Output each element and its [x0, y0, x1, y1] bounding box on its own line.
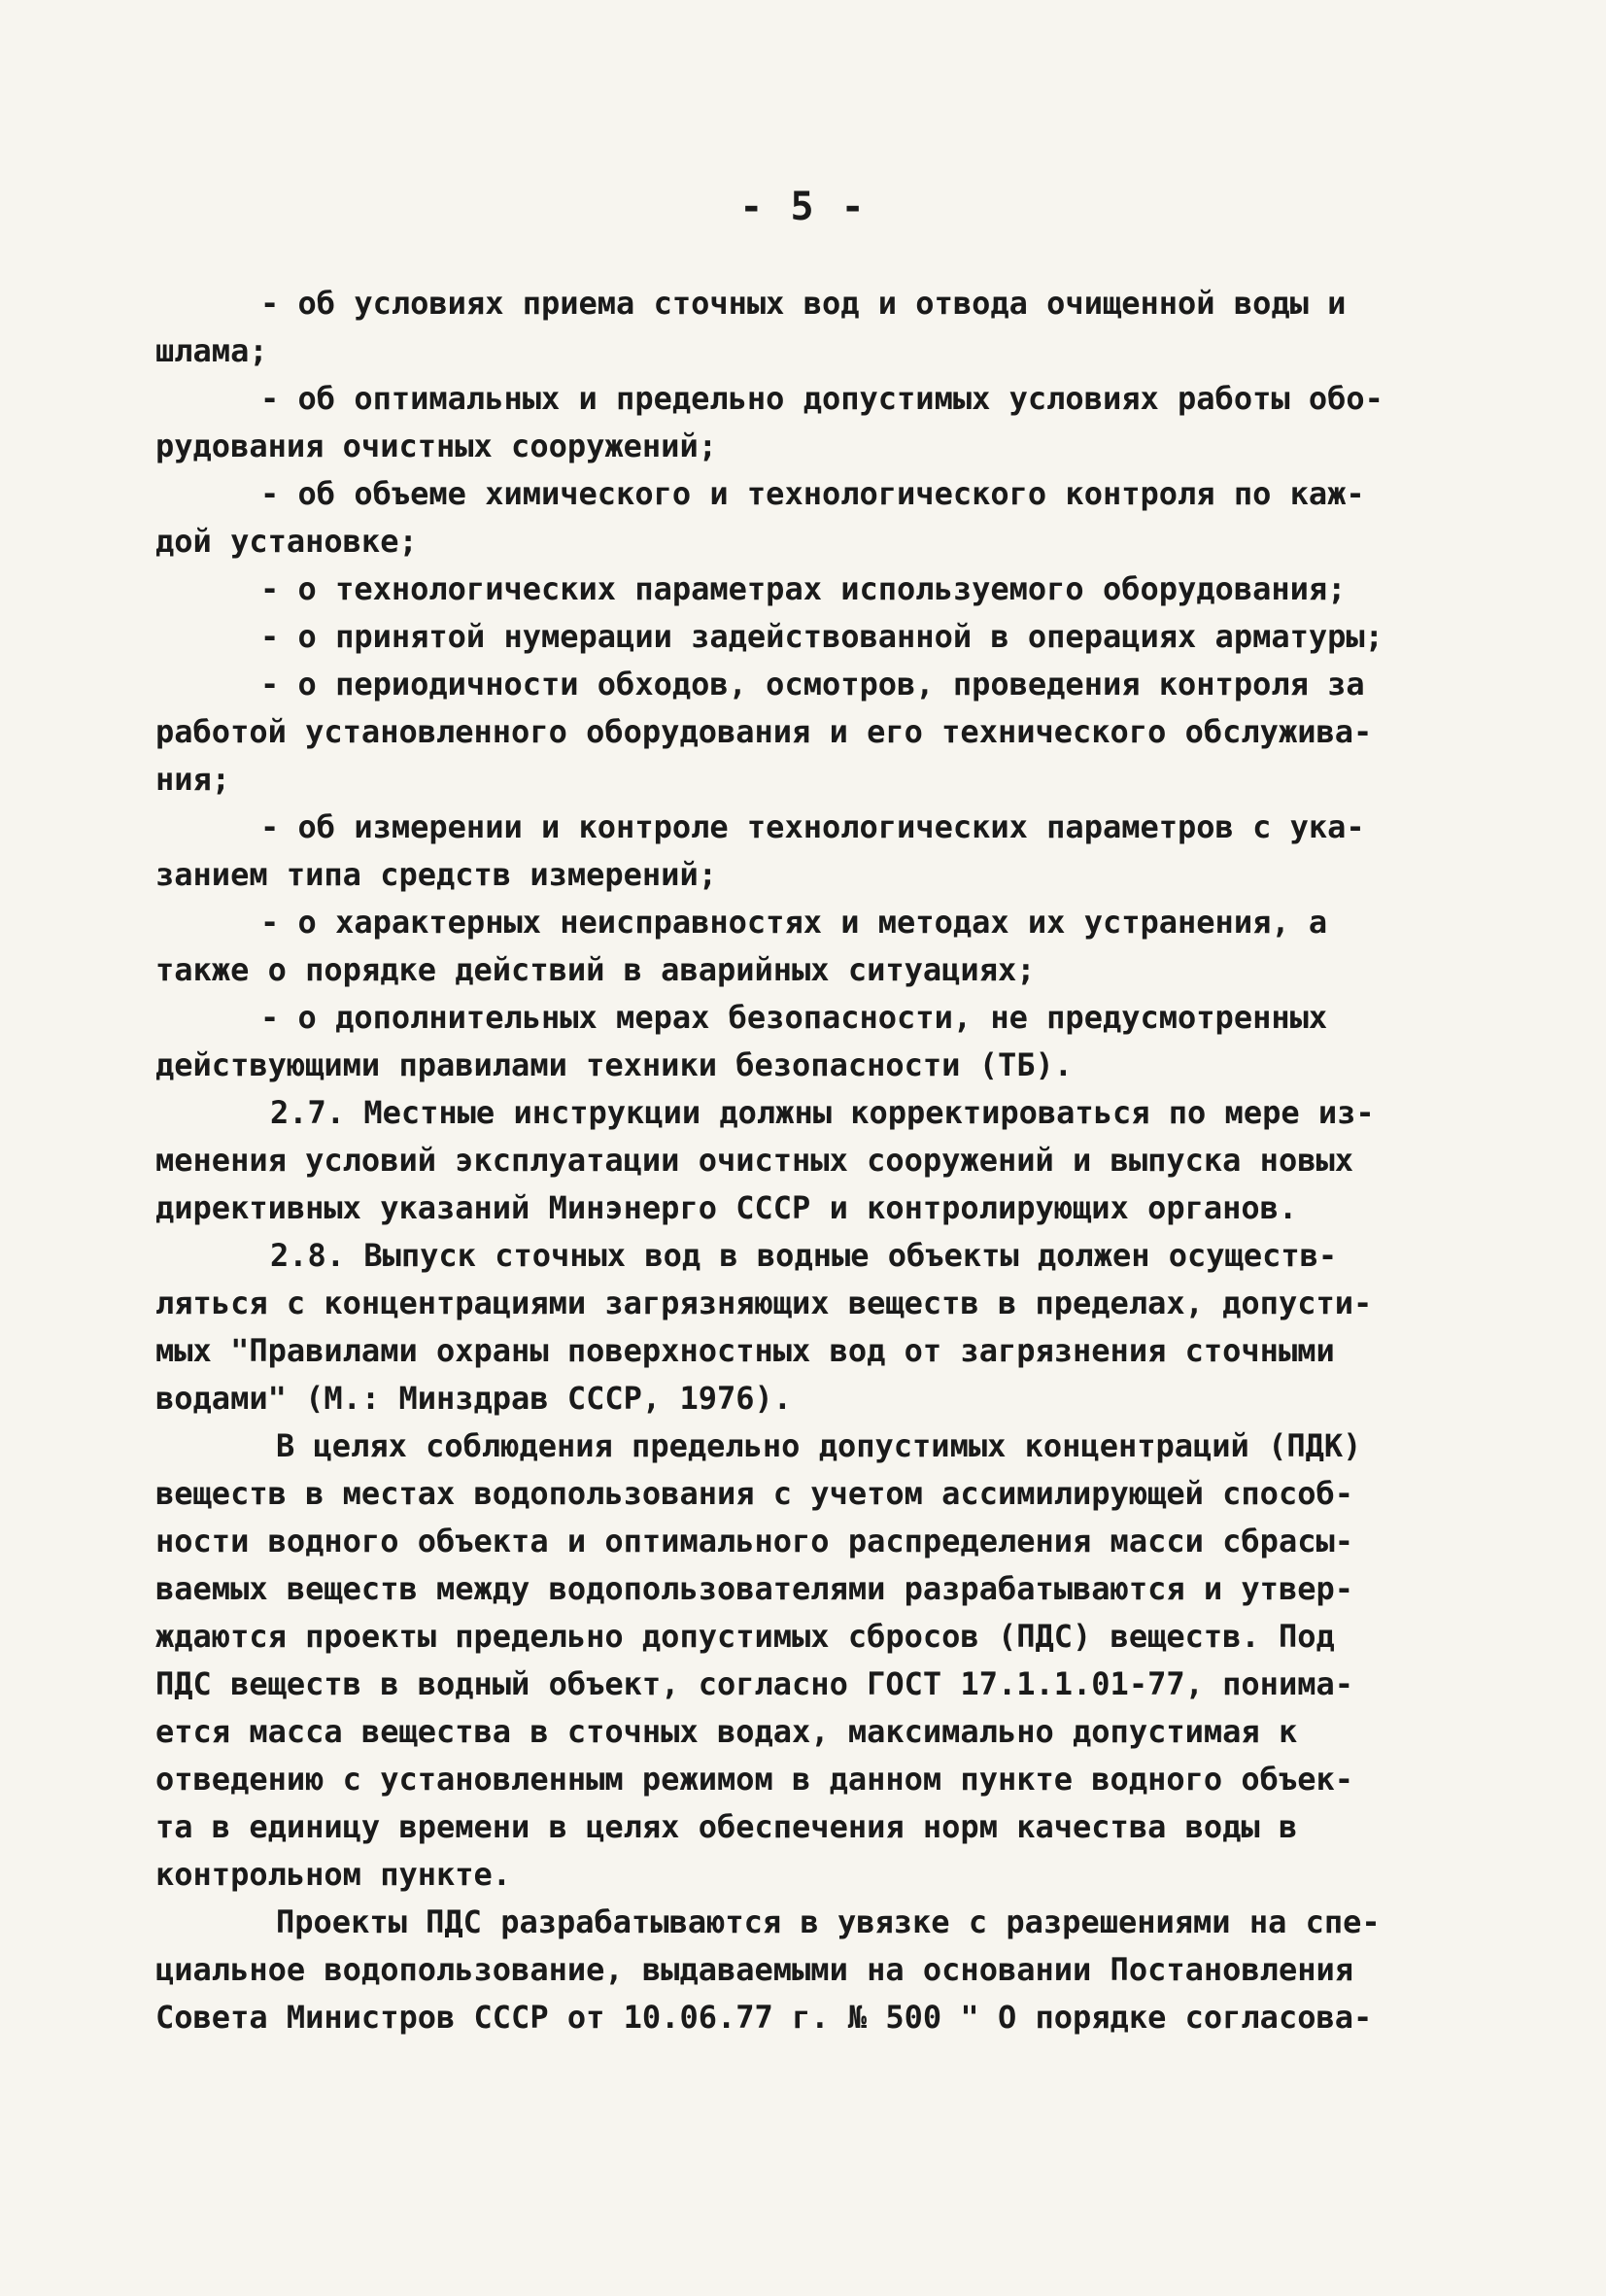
text-line: отведению с установленным режимом в данном пункте водного объек- [155, 1761, 1353, 1798]
text-line: ется масса вещества в сточных водах, максимально допустимая к [155, 1713, 1298, 1750]
text-line: водами" (М.: Минздрав СССР, 1976). [155, 1380, 793, 1417]
text-line: ПДС веществ в водный объект, согласно ГОСТ 17.1.1.01-77, понима- [155, 1665, 1353, 1702]
text-line: та в единицу времени в целях обеспечения норм качества воды в [155, 1808, 1298, 1845]
text-line: также о порядке действий в аварийных ситуациях; [155, 951, 1036, 988]
text-line: мых "Правилами охраны поверхностных вод от загрязнения сточными [155, 1332, 1335, 1369]
text-line: работой установленного оборудования и его технического обслужива- [155, 713, 1373, 750]
text-line: - об условиях приема сточных вод и отвода очищенной воды и [260, 285, 1347, 322]
text-line: ляться с концентрациями загрязняющих веществ в пределах, допусти- [155, 1285, 1373, 1321]
text-line: занием типа средств измерений; [155, 856, 717, 893]
text-line: - о принятой нумерации задействованной в операциях арматуры; [260, 618, 1384, 655]
text-line: В целях соблюдения предельно допустимых концентраций (ПДК) [276, 1427, 1362, 1464]
text-line: контрольном пункте. [155, 1856, 512, 1893]
text-line: дой установке; [155, 523, 418, 560]
text-line: менения условий эксплуатации очистных сооружений и выпуска новых [155, 1142, 1353, 1179]
text-line: рудования очистных сооружений; [155, 428, 717, 464]
text-line: - об оптимальных и предельно допустимых условиях работы обо- [260, 380, 1384, 417]
text-line: - о характерных неисправностях и методах их устранения, а [260, 904, 1328, 941]
text-line: шлама; [155, 332, 268, 369]
text-line: - о дополнительных мерах безопасности, не предусмотренных [260, 999, 1328, 1036]
text-line: ности водного объекта и оптимального распределения масси сбрасы- [155, 1523, 1353, 1559]
text-line: циальное водопользование, выдаваемыми на основании Постановления [155, 1951, 1353, 1988]
text-line: веществ в местах водопользования с учетом ассимилирующей способ- [155, 1475, 1353, 1512]
text-line: Проекты ПДС разрабатываются в увязке с разрешениями на спе- [276, 1903, 1381, 1940]
text-line: 2.8. Выпуск сточных вод в водные объекты должен осуществ- [270, 1237, 1338, 1274]
text-line: ваемых веществ между водопользователями разрабатываются и утвер- [155, 1570, 1353, 1607]
text-line: - об измерении и контроле технологических параметров с ука- [260, 808, 1365, 845]
text-line: - об объеме химического и технологического контроля по каж- [260, 475, 1365, 512]
text-line: Совета Министров СССР от 10.06.77 г. № 500 " О порядке согласова- [155, 1999, 1373, 2036]
text-line: директивных указаний Минэнерго СССР и контролирующих органов. [155, 1189, 1298, 1226]
text-line: - о технологических параметрах используемого оборудования; [260, 570, 1347, 607]
text-line: ния; [155, 761, 231, 798]
body-text [155, 280, 1457, 2041]
text-line: ждаются проекты предельно допустимых сбросов (ПДС) веществ. Под [155, 1618, 1335, 1655]
text-line: действующими правилами техники безопасности (ТБ). [155, 1046, 1074, 1083]
page-number: - 5 - [739, 185, 867, 229]
text-line: - о периодичности обходов, осмотров, проведения контроля за [260, 666, 1365, 703]
text-line: 2.7. Местные инструкции должны корректироваться по мере из- [270, 1094, 1375, 1131]
